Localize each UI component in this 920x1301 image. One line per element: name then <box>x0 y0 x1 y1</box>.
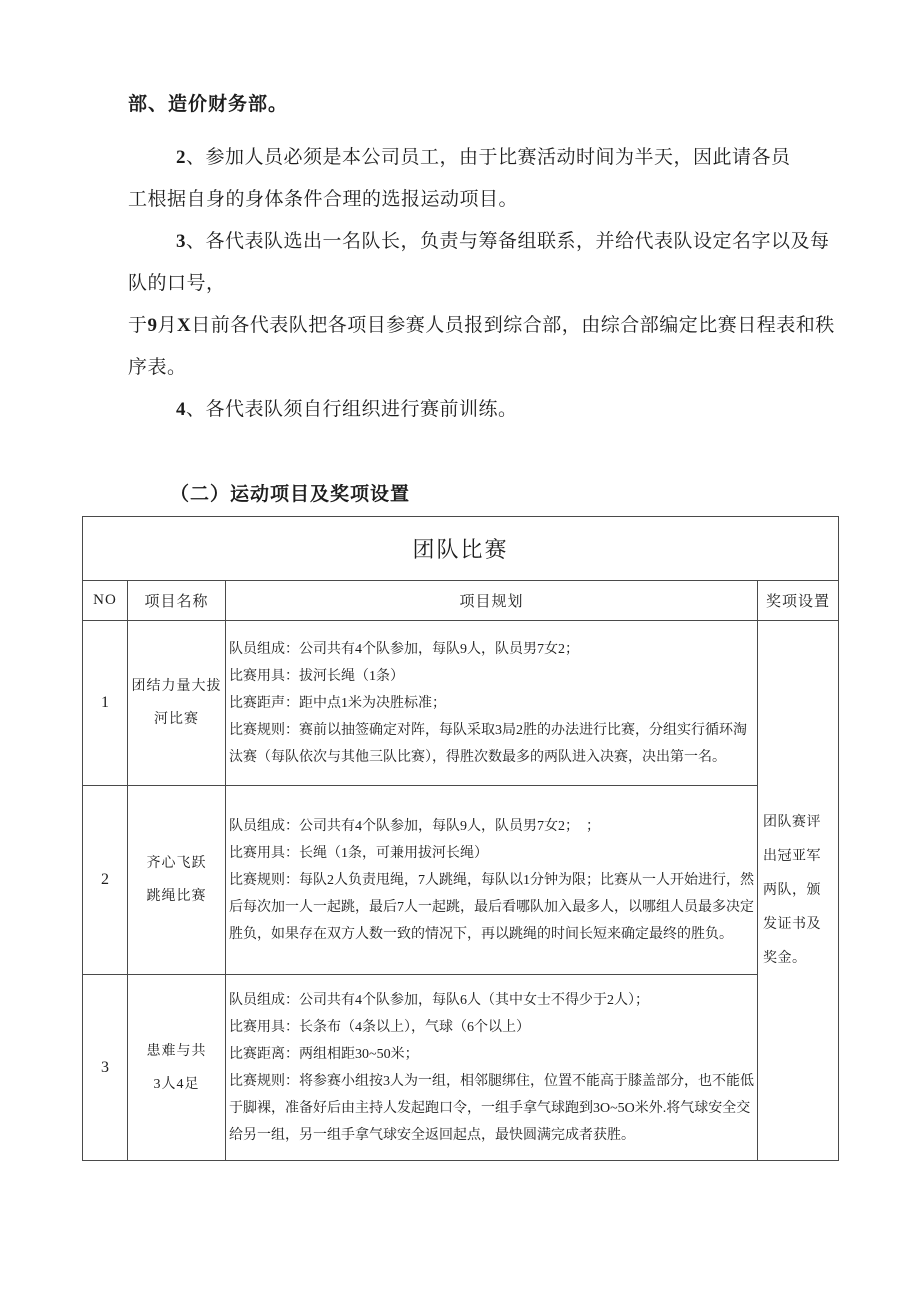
column-header-no: NO <box>83 581 128 621</box>
paragraph-2-line-2 <box>128 179 844 221</box>
table-header-row <box>83 581 839 621</box>
plan-item-team-composition: 队员组成：公司共有4个队参加，每队9人，队员男7女2； <box>229 641 579 657</box>
plan-item-team-composition: 队员组成：公司共有4个队参加，每队6人（其中女士不得少于2人）； <box>229 992 649 1008</box>
award-setting-cell <box>758 621 839 1161</box>
column-header-project-name: 项目名称 <box>128 581 226 621</box>
team-competition-table <box>82 516 839 1161</box>
award-note: 团队赛评出冠亚军两队，颁发证书及奖金。 <box>763 814 821 966</box>
row-number: 3 <box>83 975 128 1161</box>
paragraph-2-line-1 <box>128 137 844 179</box>
column-header-awards: 奖项设置 <box>758 581 839 621</box>
table-row-rope-skipping <box>83 786 839 975</box>
paragraph-3-line-2 <box>128 305 844 389</box>
project-name-line: 团结力量大拔 <box>131 679 222 694</box>
project-plan <box>226 975 758 1161</box>
table-title-row <box>83 517 839 581</box>
project-name <box>128 621 226 786</box>
paragraph-number: 4 <box>176 399 186 420</box>
intro-section <box>128 84 844 431</box>
plan-item-distance: 比赛距离：两组相距30~50米； <box>229 1046 419 1062</box>
table-row-tug-of-war <box>83 621 839 786</box>
plan-item-rules: 比赛规则：每队2人负责甩绳，7人跳绳，每队以1分钟为限；比赛从一人开始进行，然后每次加一人一起跳，最后7人一起跳，最后看哪队加入最多人，以哪组人员最多决定胜负，如果存在双方人数一致的情况下，再以跳绳的时间长短来确定最终的胜负。 <box>229 872 754 942</box>
project-name-line: 河比赛 <box>154 712 199 727</box>
project-name <box>128 786 226 975</box>
day-placeholder: X <box>177 315 192 336</box>
paragraph-text: 日前各代表队把各项目参赛人员报到综合部，由综合部编定比赛日程表和秩序表。 <box>128 315 835 378</box>
paragraph-text: 于 <box>128 315 148 336</box>
plan-item-rules: 比赛规则：将参赛小组按3人为一组，相邻腿绑住，位置不能高于膝盖部分，也不能低于脚裸，准备好后由主持人发起跑口令，一组手拿气球跑到3O~5O米外.将气球安全交给另一组，另一组手拿气球安全返回起点，最快圆满完成者获胜。 <box>229 1073 754 1143</box>
row-number: 2 <box>83 786 128 975</box>
row-number: 1 <box>83 621 128 786</box>
project-name-line: 患难与共 <box>146 1043 207 1059</box>
project-name-line: 3人4足 <box>153 1076 200 1092</box>
plan-item-equipment: 比赛用具：拔河长绳（1条） <box>229 668 404 684</box>
project-name <box>128 975 226 1161</box>
project-name-line: 跳绳比赛 <box>146 889 207 904</box>
project-plan <box>226 786 758 975</box>
table-row-three-person-four-leg <box>83 975 839 1161</box>
column-header-project-plan: 项目规划 <box>226 581 758 621</box>
project-name-line: 齐心飞跃 <box>146 856 207 871</box>
paragraph-4 <box>128 389 844 431</box>
month-number: 9 <box>147 315 158 336</box>
paragraph-text: 月 <box>157 315 178 336</box>
paragraph-text: 、参加人员必须是本公司员工，由于比赛活动时间为半天，因此请各员 <box>186 147 791 168</box>
plan-item-equipment: 比赛用具：长绳（1条，可兼用拔河长绳） <box>229 845 488 861</box>
paragraph-3-line-1 <box>128 221 844 305</box>
plan-item-distance: 比赛距声：距中点1米为决胜标准； <box>229 695 446 711</box>
project-plan <box>226 621 758 786</box>
paragraph-text: 、各代表队须自行组织进行赛前训练。 <box>186 399 518 420</box>
paragraph-text: 工根据自身的身体条件合理的选报运动项目。 <box>128 189 519 210</box>
plan-item-team-composition: 队员组成：公司共有4个队参加，每队9人，队员男7女2； ； <box>229 818 600 834</box>
table-title: 团队比赛 <box>83 517 839 581</box>
plan-item-equipment: 比赛用具：长条布（4条以上），气球（6个以上） <box>229 1019 530 1035</box>
paragraph-text: 、各代表队选出一名队长，负责与筹备组联系，并给代表队设定名字以及每队的口号， <box>128 231 830 294</box>
paragraph-dept-list <box>128 84 844 126</box>
section-heading: （二）运动项目及奖项设置 <box>170 484 411 505</box>
paragraph-number: 2 <box>176 147 186 168</box>
paragraph-number: 3 <box>176 231 186 252</box>
paragraph-text: 部、造价财务部。 <box>128 94 289 115</box>
plan-item-rules: 比赛规则：赛前以抽签确定对阵，每队采取3局2胜的办法进行比赛，分组实行循环淘汰赛（每队依次与其他三队比赛），得胜次数最多的两队进入决赛，决出第一名。 <box>229 722 747 765</box>
